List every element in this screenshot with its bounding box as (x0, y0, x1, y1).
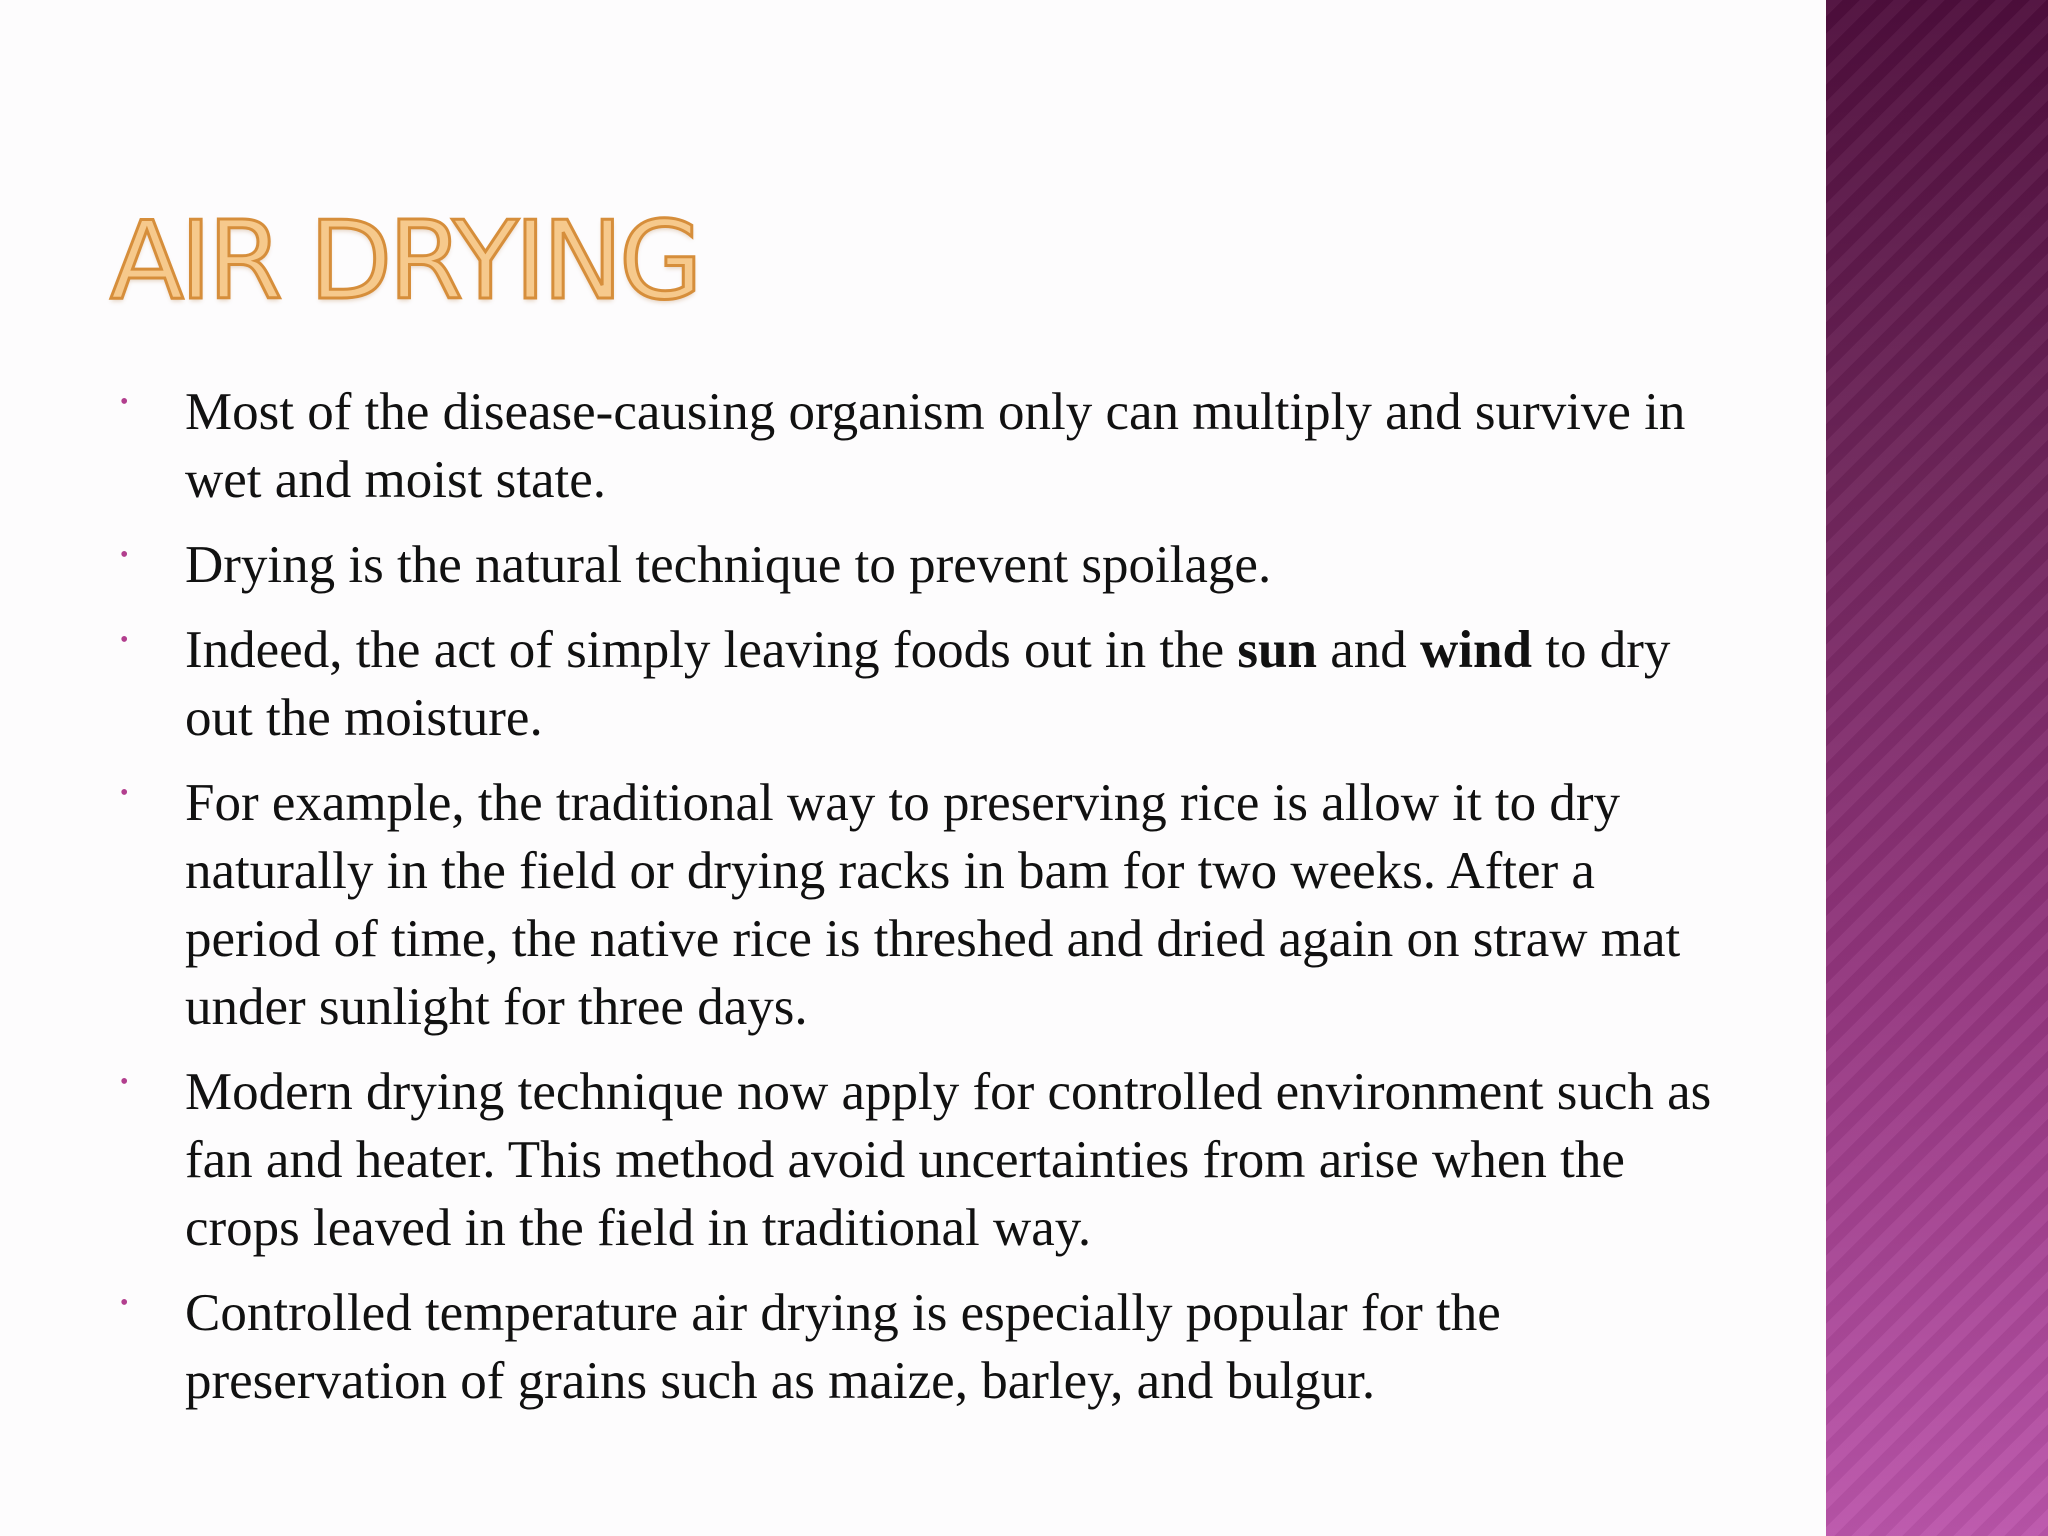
bullet-text (185, 621, 1670, 747)
bullet-item-3 (120, 616, 1720, 752)
slide-title: AIR DRYING (110, 199, 699, 324)
bullet-dot-icon: • (120, 1290, 129, 1316)
bullet-text-part: to dry out the moisture. (185, 621, 1671, 747)
bullet-text: For example, the traditional way to preserving rice is allow it to dry naturally in the field or drying racks in bam for two weeks. After a period of time, the native rice is threshed and dried again on straw mat under sunlight for three days. (185, 774, 1681, 1036)
bullet-text: Drying is the natural technique to prevent spoilage. (185, 536, 1272, 594)
bullet-item-2 (120, 531, 1720, 599)
bullet-dot-icon: • (120, 780, 129, 806)
bullet-list (120, 378, 1720, 1432)
bullet-dot-icon: • (120, 1069, 129, 1095)
bullet-text: Modern drying technique now apply for controlled environment such as fan and heater. This method avoid uncertainties from arise when the crops leaved in the field in traditional way. (185, 1063, 1712, 1257)
bullet-text-part: and (1316, 621, 1421, 679)
bullet-text-part: Indeed, the act of simply leaving foods out in the (185, 621, 1238, 679)
bullet-item-1 (120, 378, 1720, 514)
bullet-text: Controlled temperature air drying is especially popular for the preservation of grains such as maize, barley, and bulgur. (185, 1284, 1501, 1410)
bullet-item-4 (120, 769, 1720, 1041)
bullet-item-6 (120, 1279, 1720, 1415)
bullet-dot-icon: • (120, 542, 129, 568)
bullet-dot-icon: • (120, 389, 129, 415)
bold-word-sun: sun (1237, 621, 1317, 679)
bullet-text: Most of the disease-causing organism only can multiply and survive in wet and moist state. (185, 383, 1686, 509)
bold-word-wind: wind (1420, 621, 1532, 679)
bullet-item-5 (120, 1058, 1720, 1262)
bullet-dot-icon: • (120, 627, 129, 653)
decorative-side-band (1826, 0, 2048, 1536)
